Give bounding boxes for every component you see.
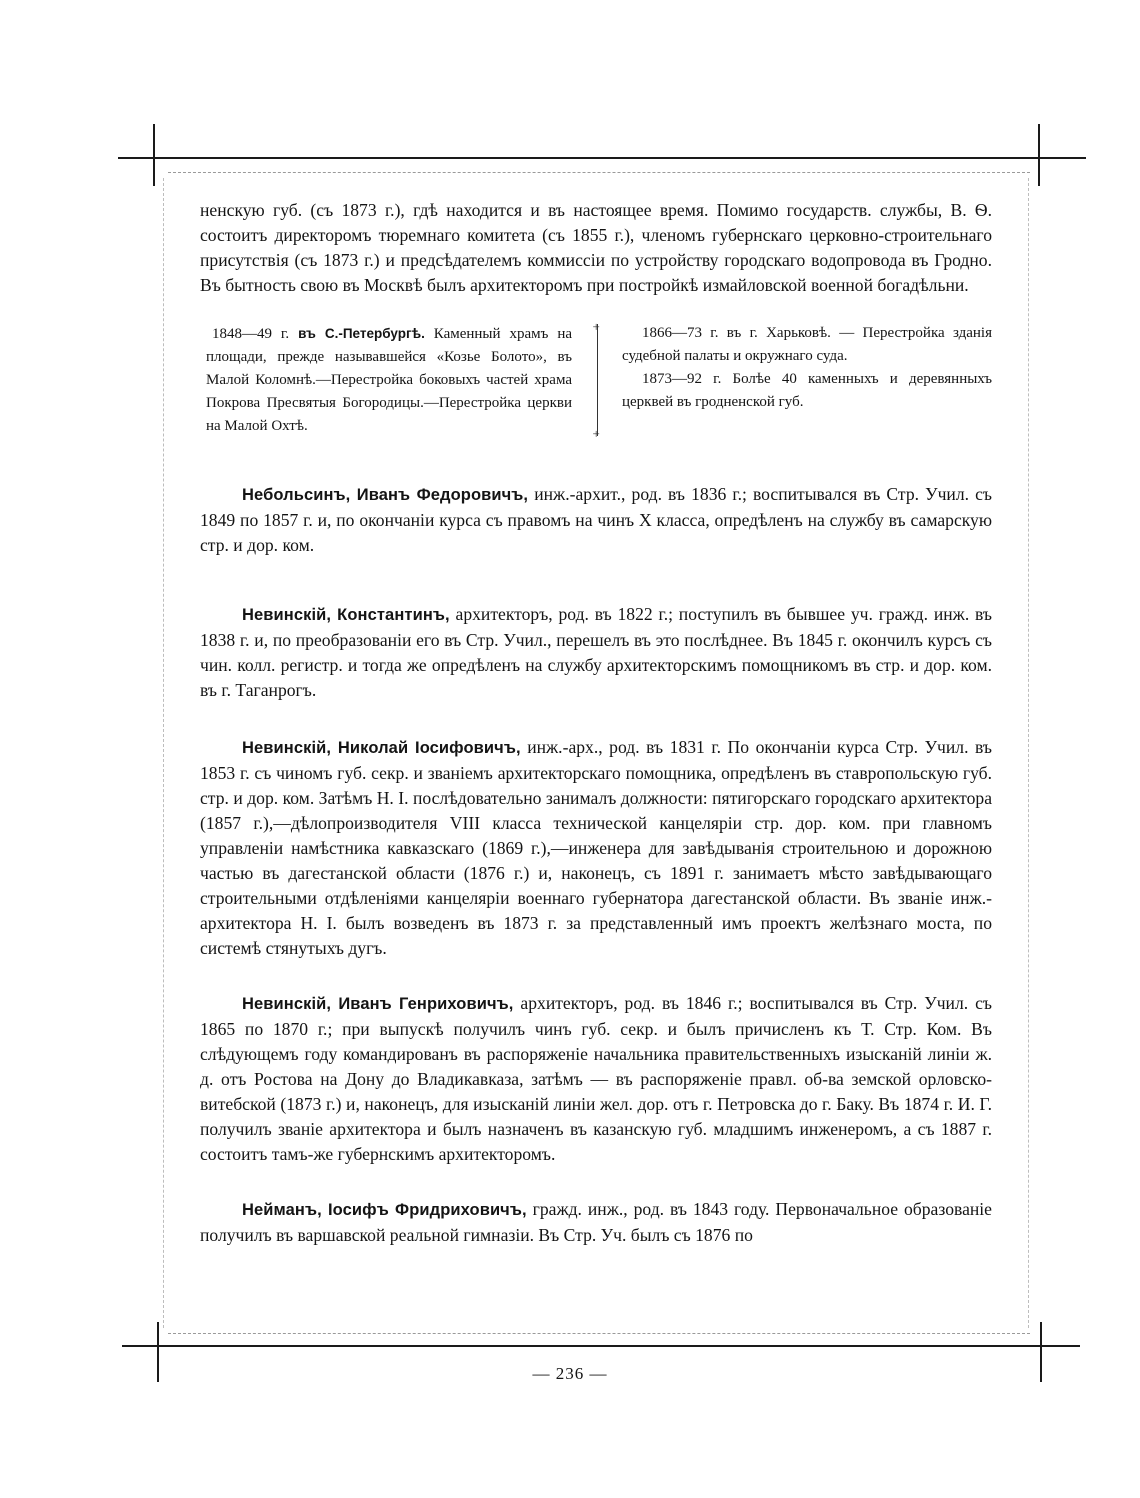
entry-text: инж.-арх., род. въ 1831 г. По окончаніи курса Стр. Учил. въ 1853 г. съ чиномъ губ. секр. и званіемъ архитекторскаго помощника, опредѣленъ въ ставропольскую губ. стр. и дор. ком. Затѣмъ Н. І. послѣдовательно занималъ должности: пятигорскаго городскаго архитектора (1857 г.),—дѣлопроизводителя VIII класса технической канцеляріи стр. дор. ком. при главномъ управленіи намѣстника кавказскаго (1869 г.),—инженера для завѣдыванія строительною и дорожною частью въ дагестанской области (1876 г.) и, наконецъ, съ 1891 г. занимаетъ мѣсто завѣдывающаго строительными отдѣленіями канцеляріи военнаго губернатора дагестанской области. Въ званіе инж.-архитектора Н. І. былъ возведенъ въ 1873 г. за представленный имъ проектъ желѣзнаго моста, по системѣ стянутыхъ дугъ. [200, 737, 992, 958]
entry-name: Невинскій, Иванъ Генриховичъ, [242, 995, 514, 1013]
entry-text: архитекторъ, род. въ 1846 г.; воспитывался въ Стр. Учил. съ 1865 по 1870 г.; при выпускѣ получилъ чинъ губ. секр. и былъ причисленъ къ Т. Стр. Ком. Въ слѣдующемъ году командированъ въ распоряженіе начальника правительственныхъ изысканій линіи ж. д. отъ Ростова на Дону до Владикавказа, затѣмъ — въ распоряженіе правл. об-ва земской орловско-витебской (1873 г.) и, наконецъ, для изысканій линіи жел. дор. отъ г. Петровска до г. Баку. Въ 1874 г. И. Г. получилъ званіе архитектора и былъ назначенъ въ казанскую губ. младшимъ инженеромъ, а съ 1887 г. состоитъ тамъ-же губернскимъ архитекторомъ. [200, 993, 992, 1164]
column-divider [597, 324, 598, 436]
page-content [200, 198, 992, 1248]
frame-top-dashes [168, 172, 1030, 173]
works-right-entry: 1873—92 г. Болѣе 40 каменныхъ и деревянныхъ церквей въ гродненской губ. [622, 371, 992, 410]
works-left-text: Каменный храмъ на площади, прежде называвшейся «Козье Болото», въ Малой Коломнѣ.—Перестройка боковыхъ частей храма Покрова Пресвятыя Богородицы.—Перестройка церкви на Малой Охтѣ. [206, 326, 573, 434]
intro-paragraph: ненскую губ. (съ 1873 г.), гдѣ находится и въ настоящее время. Помимо государств. службы, В. Ѳ. состоитъ директоромъ тюремнаго комитета (съ 1855 г.), членомъ губернскаго церковно-строительнаго присутствія (съ 1873 г.) и предсѣдателемъ коммиссіи по устройству городскаго водопровода въ Гродно. Въ бытность свою въ Москвѣ былъ архитекторомъ при постройкѣ измайловской военной богадѣльни. [200, 200, 992, 295]
biography-entry [200, 735, 992, 961]
frame-bottom-dashes [168, 1333, 1030, 1334]
entry-text: инж.-архит., род. въ 1836 г.; воспитывался въ Стр. Учил. съ 1849 по 1857 г. и, по окончаніи курса съ правомъ на чинъ X класса, опредѣленъ на службу въ самарскую стр. и дор. ком. [200, 484, 993, 555]
biography-entry [200, 1197, 992, 1248]
works-left-column [206, 322, 572, 438]
biography-entry [200, 991, 992, 1167]
entry-name: Невинскій, Константинъ, [242, 606, 450, 624]
works-right-entry: 1866—73 г. въ г. Харьковѣ. — Перестройка зданія судебной палаты и окружнаго суда. [622, 325, 992, 364]
frame-top-rule [118, 157, 1086, 159]
works-left-entry [206, 322, 572, 438]
works-right-column [622, 322, 992, 438]
frame-bottom-rule [122, 1345, 1080, 1347]
entry-name: Нейманъ, Іосифъ Фридриховичъ, [242, 1201, 527, 1219]
frame-left-top-vertical [153, 124, 155, 186]
entry-text: архитекторъ, род. въ 1822 г.; поступилъ въ бывшее уч. гражд. инж. въ 1838 г. и, по преобразованіи его въ Стр. Учил., перешелъ въ это послѣднее. Въ 1845 г. окончилъ курсъ съ чин. колл. регистр. и тогда же опредѣленъ на службу архитекторскимъ помощникомъ въ стр. и дор. ком. въ г. Таганрогъ. [200, 604, 992, 700]
works-left-place: въ С.-Петербургѣ. [298, 326, 425, 341]
entry-text: гражд. инж., род. въ 1843 году. Первоначальное образованіе получилъ въ варшавской реальной гимназіи. Въ Стр. Уч. былъ съ 1876 по [200, 1199, 992, 1245]
works-columns [206, 322, 992, 438]
frame-right-top-vertical [1038, 124, 1040, 186]
biography-entry [200, 602, 992, 703]
frame-right-dots [1028, 178, 1029, 1328]
works-left-year: 1848—49 г. [212, 326, 290, 342]
frame-left-dots [163, 178, 164, 1328]
entry-name: Невинскій, Николай Іосифовичъ, [242, 739, 521, 757]
entry-name: Небольсинъ, Иванъ Федоровичъ, [242, 486, 529, 504]
page-number: — 236 — [532, 1364, 608, 1383]
biography-entry [200, 482, 992, 558]
